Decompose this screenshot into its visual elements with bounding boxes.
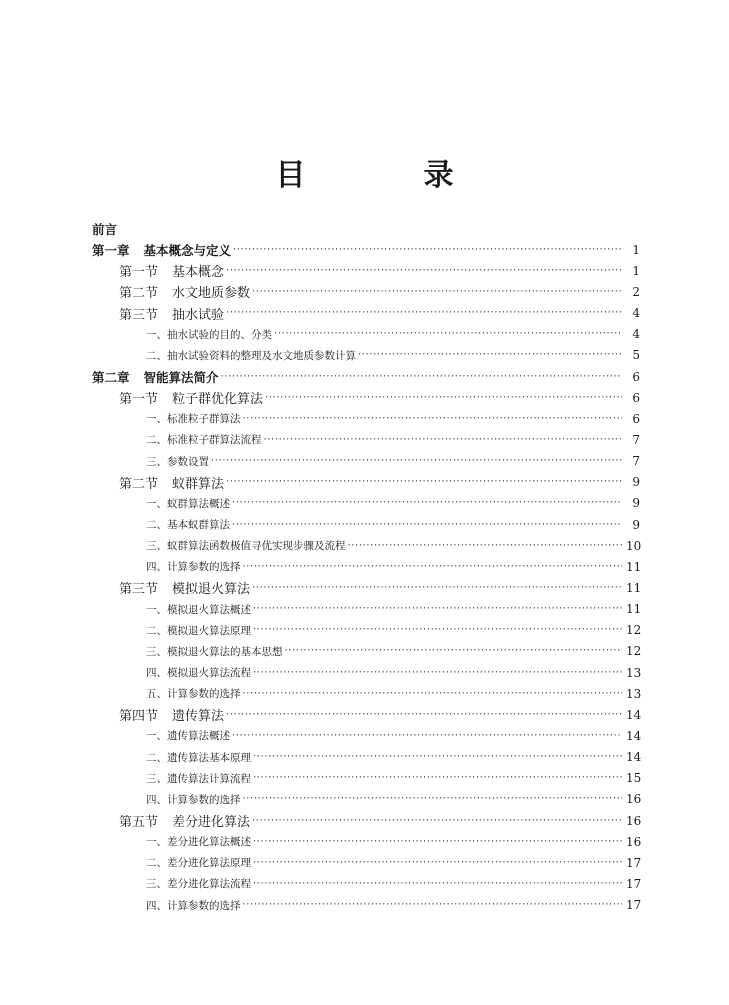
toc-entry-label	[92, 855, 253, 870]
toc-page-number: 17	[626, 855, 642, 870]
toc-entry-label	[92, 876, 253, 891]
toc-page-number: 12	[626, 644, 642, 659]
toc-entry-sub[interactable]	[92, 429, 640, 450]
toc-page-number: 11	[626, 559, 642, 574]
toc-entry-label	[92, 898, 243, 913]
dot-leader	[253, 662, 622, 683]
toc-entry-label	[92, 388, 265, 407]
toc-entry-title: 三、差分进化算法流程	[146, 878, 251, 891]
toc-entry-section[interactable]	[92, 387, 640, 408]
dot-leader	[253, 620, 622, 641]
toc-page-number: 9	[632, 475, 640, 490]
toc-page-number: 2	[632, 284, 640, 299]
toc-page-number: 5	[632, 348, 640, 363]
toc-entry-title: 一、抽水试验的目的、分类	[146, 328, 272, 341]
toc-entry-number: 第三节	[119, 307, 159, 323]
toc-entry-label	[92, 496, 232, 511]
toc-entry-title: 一、标准粒子群算法	[146, 413, 241, 426]
toc-page-number: 11	[626, 602, 642, 617]
dot-leader	[243, 683, 623, 704]
toc-entry-sub[interactable]	[92, 852, 640, 873]
toc-entry-preface[interactable]	[92, 218, 640, 239]
toc-entry-label	[92, 220, 119, 238]
toc-entry-title: 三、遗传算法计算流程	[146, 772, 251, 785]
toc-entry-sub[interactable]	[92, 599, 640, 620]
toc-entry-title: 四、计算参数的选择	[146, 793, 241, 806]
toc-entry-title: 模拟退火算法	[172, 582, 251, 598]
toc-page-number: 6	[632, 369, 640, 384]
toc-entry-sub[interactable]	[92, 408, 640, 429]
dot-leader	[233, 239, 622, 260]
toc-entry-sub[interactable]	[92, 662, 640, 683]
toc-entry-label	[92, 623, 253, 638]
dot-leader	[221, 366, 622, 387]
toc-entry-chapter[interactable]	[92, 366, 640, 387]
toc-entry-sub[interactable]	[92, 895, 640, 916]
toc-entry-number: 第五节	[119, 815, 159, 830]
dot-leader	[285, 641, 623, 662]
toc-entry-title: 一、蚁群算法概述	[146, 497, 230, 510]
dot-leader	[243, 789, 623, 810]
toc-entry-label	[92, 644, 285, 659]
dot-leader	[348, 535, 623, 556]
toc-entry-title: 前言	[92, 221, 118, 237]
toc-entry-title: 四、计算参数的选择	[146, 899, 241, 912]
toc-entry-label	[92, 432, 264, 447]
toc-page-number: 17	[626, 876, 642, 891]
toc-page-number: 10	[626, 538, 642, 553]
dot-leader	[252, 577, 622, 598]
toc-page-number: 6	[632, 390, 640, 405]
toc-entry-number: 第一节	[119, 392, 159, 408]
dot-leader	[274, 324, 622, 345]
dot-leader	[243, 556, 623, 577]
dot-leader	[226, 472, 622, 493]
toc-entry-sub[interactable]	[92, 324, 640, 345]
dot-leader	[252, 281, 622, 302]
dot-leader	[264, 429, 623, 450]
toc-page-number: 7	[632, 432, 640, 447]
toc-entry-section[interactable]	[92, 303, 640, 324]
toc-entry-label	[92, 750, 253, 765]
toc-page-number: 14	[626, 707, 642, 722]
toc-entry-section[interactable]	[92, 472, 640, 493]
toc-page-number: 17	[626, 898, 642, 913]
toc-entry-number: 第四节	[119, 709, 159, 725]
toc-entry-title: 智能算法简介	[143, 369, 219, 385]
toc-entry-label	[92, 327, 274, 342]
toc-entry-section[interactable]	[92, 281, 640, 302]
toc-entry-label	[92, 792, 243, 807]
toc-entry-title: 二、遗传算法基本原理	[146, 751, 251, 764]
toc-entry-label	[92, 411, 243, 426]
toc-page-number: 7	[632, 454, 640, 469]
dot-leader	[243, 895, 623, 916]
toc-page-number: 15	[626, 771, 642, 786]
dot-leader	[232, 493, 622, 514]
toc-page-number: 1	[632, 263, 640, 278]
toc-entry-label	[92, 473, 226, 492]
toc-entry-label	[92, 241, 233, 259]
dot-leader	[253, 852, 622, 873]
toc-entry-number: 第三节	[119, 582, 159, 598]
dot-leader	[243, 408, 623, 429]
toc-entry-section[interactable]	[92, 577, 640, 598]
toc-entry-section[interactable]	[92, 260, 640, 281]
toc-entry-title: 差分进化算法	[172, 815, 251, 830]
toc-entry-sub[interactable]	[92, 747, 640, 768]
toc-entry-title: 二、抽水试验资料的整理及水文地质参数计算	[146, 349, 356, 362]
toc-entry-title: 二、标准粒子群算法流程	[146, 434, 262, 447]
toc-entry-title: 三、参数设置	[146, 455, 209, 468]
toc-entry-number: 第二节	[119, 476, 159, 492]
toc-page-number: 12	[626, 623, 642, 638]
toc-entry-label	[92, 834, 253, 849]
toc-entry-label	[92, 282, 252, 301]
toc-page-number: 11	[626, 580, 642, 595]
toc-entry-sub[interactable]	[92, 451, 640, 472]
toc-entry-title: 二、模拟退火算法原理	[146, 624, 251, 637]
toc-entry-title: 四、计算参数的选择	[146, 561, 241, 574]
toc-entry-title: 蚁群算法	[172, 476, 225, 492]
toc-entry-sub[interactable]	[92, 493, 640, 514]
toc-entry-title: 抽水试验	[172, 307, 225, 323]
toc-entry-title: 二、差分进化算法原理	[146, 857, 251, 870]
toc-entry-label	[92, 771, 253, 786]
dot-leader	[252, 810, 622, 831]
dot-leader	[253, 768, 622, 789]
toc-page-number: 13	[626, 686, 642, 701]
toc-entry-label	[92, 728, 232, 743]
dot-leader	[253, 831, 622, 852]
toc-page-number: 9	[632, 517, 640, 532]
toc-entry-label	[92, 304, 226, 323]
toc-entry-title: 二、基本蚁群算法	[146, 519, 230, 532]
dot-leader	[265, 387, 622, 408]
toc-entry-title: 一、差分进化算法概述	[146, 836, 251, 849]
toc-entry-title: 五、计算参数的选择	[146, 688, 241, 701]
toc-entry-sub[interactable]	[92, 831, 640, 852]
toc-entry-title: 三、模拟退火算法的基本思想	[146, 645, 283, 658]
toc-entry-label	[92, 811, 252, 830]
toc-entry-label	[92, 578, 252, 597]
toc-entry-number: 第二节	[119, 286, 159, 302]
toc-entry-sub[interactable]	[92, 873, 640, 894]
toc-page-number: 14	[626, 750, 642, 765]
toc-page-number: 4	[632, 327, 640, 342]
toc-page-number: 13	[626, 665, 642, 680]
toc-entry-label	[92, 348, 358, 363]
toc-entry-sub[interactable]	[92, 620, 640, 641]
dot-leader	[358, 345, 622, 366]
toc-page-number: 6	[632, 411, 640, 426]
dot-leader	[232, 725, 622, 746]
toc-entry-sub[interactable]	[92, 768, 640, 789]
toc-entry-sub[interactable]	[92, 345, 640, 366]
toc-entry-label	[92, 454, 211, 469]
page-title: 目 录	[275, 158, 498, 193]
dot-leader	[211, 451, 622, 472]
toc-entry-label	[92, 686, 243, 701]
toc-entry-title: 一、模拟退火算法概述	[146, 603, 251, 616]
toc-entry-section[interactable]	[92, 810, 640, 831]
toc-entry-section[interactable]	[92, 704, 640, 725]
dot-leader	[253, 599, 622, 620]
toc-entry-label	[92, 538, 348, 553]
toc-page-number: 4	[632, 306, 640, 321]
toc-entry-number: 第一节	[119, 265, 159, 281]
toc-entry-label	[92, 665, 253, 680]
toc-entry-title: 一、遗传算法概述	[146, 730, 230, 743]
toc-entry-title: 四、模拟退火算法流程	[146, 667, 251, 680]
toc-page-number: 16	[626, 792, 642, 807]
table-of-contents	[92, 218, 640, 916]
toc-page-number: 1	[632, 242, 640, 257]
toc-entry-number: 第二章	[92, 369, 130, 385]
toc-entry-chapter[interactable]	[92, 239, 640, 260]
toc-entry-title: 三、蚁群算法函数极值寻优实现步骤及流程	[146, 540, 346, 553]
toc-entry-sub[interactable]	[92, 556, 640, 577]
toc-entry-title: 基本概念与定义	[143, 242, 232, 258]
dot-leader	[226, 260, 622, 281]
toc-entry-sub[interactable]	[92, 641, 640, 662]
toc-entry-label	[92, 705, 226, 724]
toc-entry-title: 粒子群优化算法	[172, 392, 264, 408]
toc-entry-label	[92, 517, 232, 532]
toc-page-number: 16	[626, 813, 642, 828]
toc-entry-label	[92, 559, 243, 574]
toc-entry-title: 基本概念	[172, 265, 225, 281]
toc-page-number: 9	[632, 496, 640, 511]
toc-entry-label	[92, 602, 253, 617]
toc-entry-title: 遗传算法	[172, 709, 225, 725]
toc-entry-label	[92, 368, 221, 386]
toc-page-number: 16	[626, 834, 642, 849]
toc-entry-sub[interactable]	[92, 683, 640, 704]
toc-entry-label	[92, 261, 226, 280]
dot-leader	[253, 747, 622, 768]
dot-leader	[253, 873, 622, 894]
dot-leader	[232, 514, 622, 535]
toc-entry-sub[interactable]	[92, 535, 640, 556]
toc-entry-number: 第一章	[92, 242, 130, 258]
dot-leader	[226, 704, 622, 725]
toc-entry-sub[interactable]	[92, 725, 640, 746]
dot-leader	[226, 303, 622, 324]
toc-entry-sub[interactable]	[92, 514, 640, 535]
toc-entry-sub[interactable]	[92, 789, 640, 810]
toc-page-number: 14	[626, 728, 642, 743]
toc-entry-title: 水文地质参数	[172, 286, 251, 302]
